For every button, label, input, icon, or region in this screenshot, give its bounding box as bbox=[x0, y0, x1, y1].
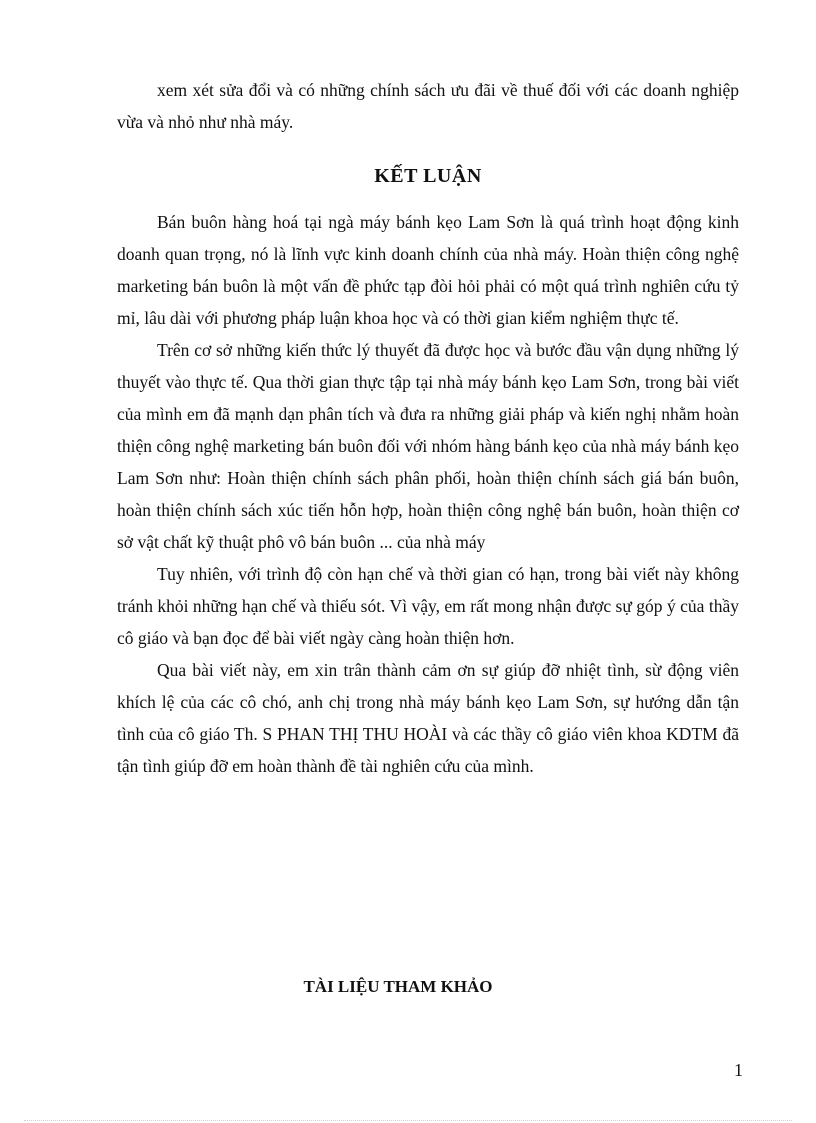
conclusion-paragraph-2: Trên cơ sở những kiến thức lý thuyết đã được học và bước đầu vận dụng những lý thuyết vào thực tế. Qua thời gian thực tập tại nhà máy bánh kẹo Lam Sơn, trong bài viết của mình em đã mạnh dạn phân tích và đưa ra những giải pháp và kiến nghị nhằm hoàn thiện công nghệ marketing bán buôn đối với nhóm hàng bánh kẹo của nhà máy bánh kẹo Lam Sơn như: Hoàn thiện chính sách phân phối, hoàn thiện chính sách giá bán buôn, hoàn thiện chính sách xúc tiến hỗn hợp, hoàn thiện công nghệ bán buôn, hoàn thiện cơ sở vật chất kỹ thuật phô vô bán buôn ... của nhà máy bbox=[117, 340, 739, 552]
conclusion-paragraph-1: Bán buôn hàng hoá tại ngà máy bánh kẹo Lam Sơn là quá trình hoạt động kinh doanh quan trọng, nó là lĩnh vực kinh doanh chính của nhà máy. Hoàn thiện công nghệ marketing bán buôn là một vấn đề phức tạp đòi hỏi phải có một quá trình nghiên cứu tỷ mỉ, lâu dài với phương pháp luận khoa học và có thời gian kiểm nghiệm thực tế. bbox=[117, 212, 739, 328]
document-body bbox=[117, 74, 739, 782]
page-number: 1 bbox=[734, 1060, 743, 1080]
continuation-paragraph: xem xét sửa đổi và có những chính sách ưu đãi về thuế đối với các doanh nghiệp vừa và nhỏ như nhà máy. bbox=[117, 80, 739, 132]
conclusion-paragraph-3: Tuy nhiên, với trình độ còn hạn chế và thời gian có hạn, trong bài viết này không tránh khỏi những hạn chế và thiếu sót. Vì vậy, em rất mong nhận được sự góp ý của thầy cô giáo và bạn đọc để bài viết ngày càng hoàn thiện hơn. bbox=[117, 564, 739, 648]
conclusion-paragraph-4: Qua bài viết này, em xin trân thành cảm ơn sự giúp đỡ nhiệt tình, sừ động viên khích lệ của các cô chó, anh chị trong nhà máy bánh kẹo Lam Sơn, sự hướng dẫn tận tình của cô giáo Th. S PHAN THỊ THU HOÀI và các thầy cô giáo viên khoa KDTM đã tận tình giúp đỡ em hoàn thành đề tài nghiên cứu của mình. bbox=[117, 660, 739, 776]
references-title: TÀI LIỆU THAM KHẢO bbox=[303, 977, 493, 996]
conclusion-title: KẾT LUẬN bbox=[374, 165, 482, 187]
page-footer-divider bbox=[24, 1120, 792, 1121]
